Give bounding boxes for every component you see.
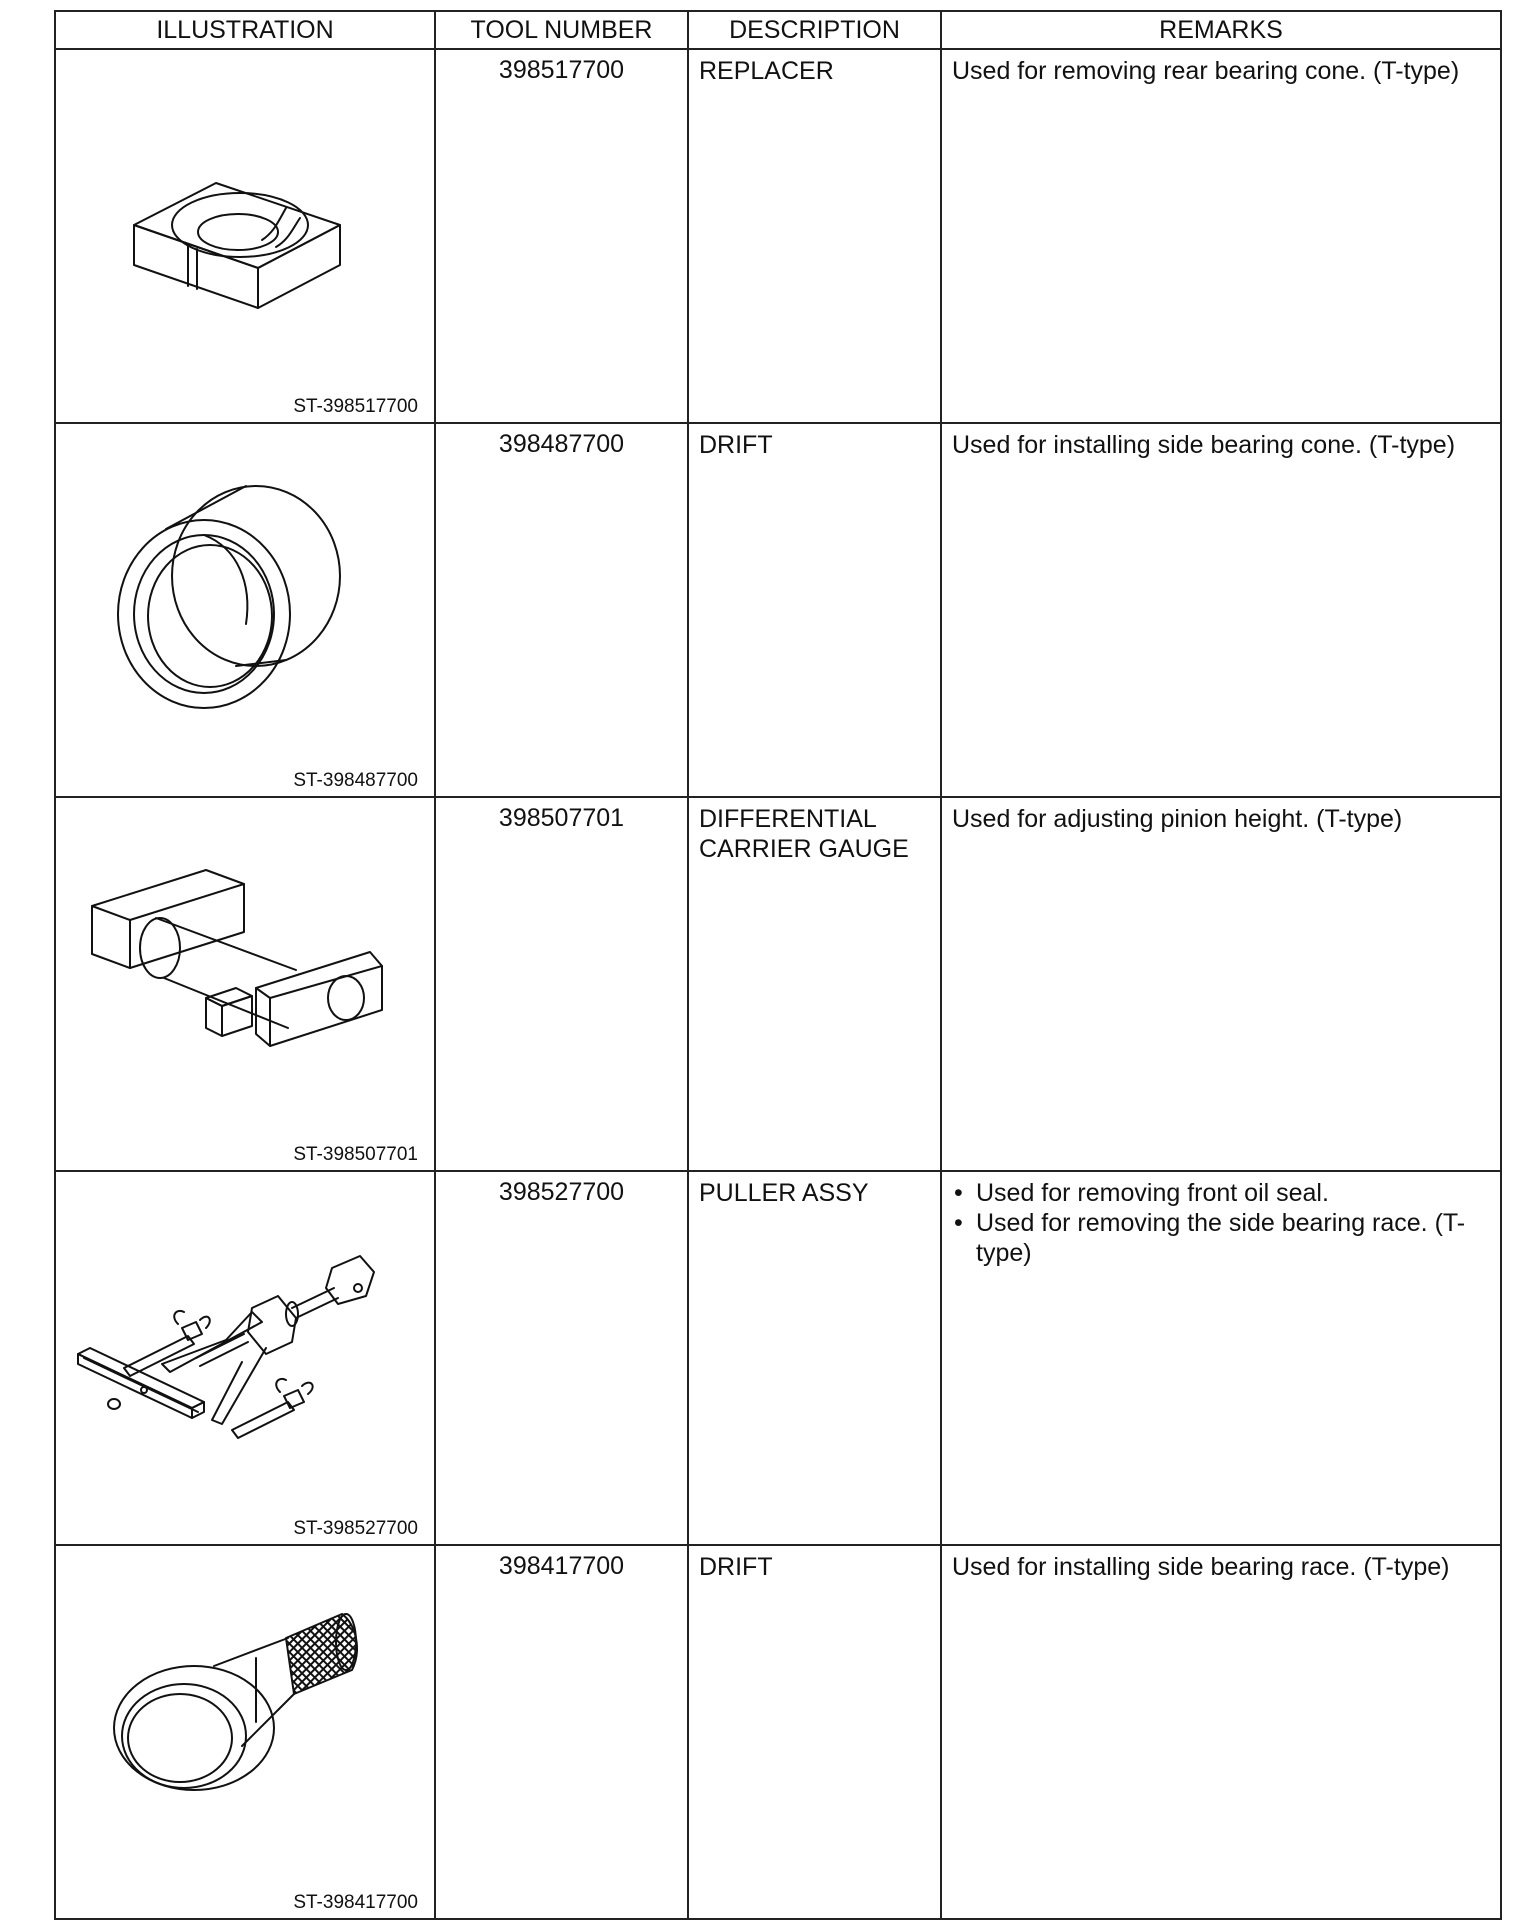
tool-number: 398507701 (435, 797, 688, 1171)
illustration-cell (55, 49, 435, 423)
header-row (55, 11, 1501, 49)
illustration-code: ST-398417700 (293, 1892, 418, 1913)
table-row (55, 1171, 1501, 1545)
special-tools-table (54, 10, 1502, 1920)
header-illustration: ILLUSTRATION (55, 11, 435, 49)
tool-number: 398417700 (435, 1545, 688, 1919)
tool-description: PULLER ASSY (688, 1171, 941, 1545)
tool-remarks: Used for removing rear bearing cone. (T-type) (941, 49, 1501, 423)
carrier-gauge-icon (56, 798, 436, 1164)
tool-remarks: Used for installing side bearing cone. (T-type) (941, 423, 1501, 797)
tool-remarks: Used for installing side bearing race. (T-type) (941, 1545, 1501, 1919)
tool-remarks: Used for adjusting pinion height. (T-type) (941, 797, 1501, 1171)
header-tool-number: TOOL NUMBER (435, 11, 688, 49)
list-item: • Used for removing front oil seal. (952, 1178, 1490, 1208)
illustration-cell (55, 797, 435, 1171)
illustration-cell (55, 1171, 435, 1545)
illustration-code: ST-398507701 (293, 1144, 418, 1165)
list-item: • Used for removing the side bearing race. (T-type) (952, 1208, 1490, 1268)
table-row (55, 1545, 1501, 1919)
drift-ring-icon (56, 424, 436, 790)
tool-number: 398517700 (435, 49, 688, 423)
illustration-code: ST-398527700 (293, 1518, 418, 1539)
table-row (55, 49, 1501, 423)
illustration-code: ST-398487700 (293, 770, 418, 791)
tool-remarks (941, 1171, 1501, 1545)
tool-description: REPLACER (688, 49, 941, 423)
header-description: DESCRIPTION (688, 11, 941, 49)
tool-number: 398487700 (435, 423, 688, 797)
header-remarks: REMARKS (941, 11, 1501, 49)
tool-description: DRIFT (688, 423, 941, 797)
tool-number: 398527700 (435, 1171, 688, 1545)
drift-knurled-icon (56, 1546, 436, 1912)
table-row (55, 423, 1501, 797)
tool-description: DIFFERENTIAL CARRIER GAUGE (688, 797, 941, 1171)
illustration-code: ST-398517700 (293, 396, 418, 417)
remarks-list (952, 1178, 1490, 1268)
table-row (55, 797, 1501, 1171)
puller-assy-icon (56, 1172, 436, 1538)
replacer-icon (56, 50, 436, 416)
illustration-cell (55, 423, 435, 797)
illustration-cell (55, 1545, 435, 1919)
tool-description: DRIFT (688, 1545, 941, 1919)
